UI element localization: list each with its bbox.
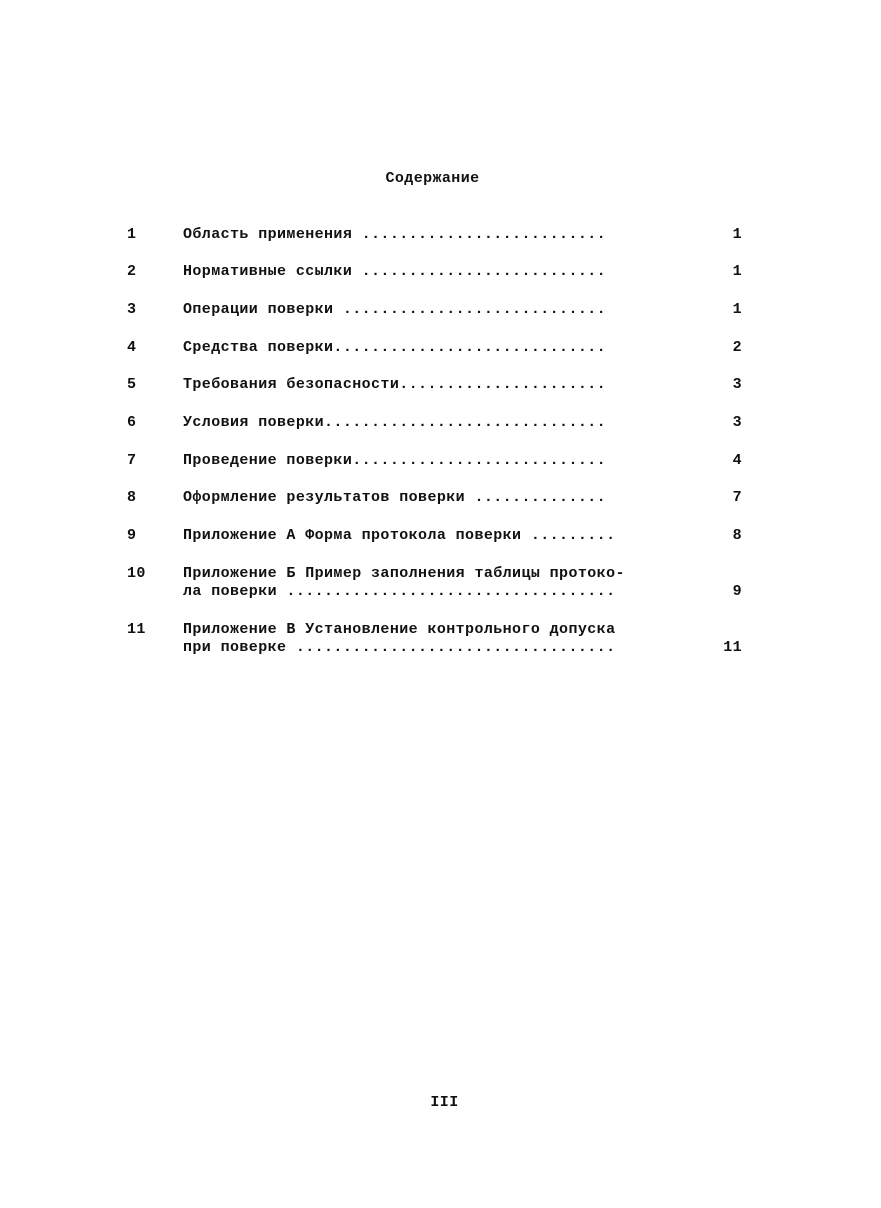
toc-entry-title: Приложение Б Пример заполнения таблицы протоко- ла поверки ................................... [183,565,625,600]
toc-entry-page: 1 [732,226,742,243]
toc-entry-page: 1 [732,301,742,318]
toc-entry-number: 3 [127,301,137,318]
toc-entry-page: 8 [732,527,742,544]
toc-entry-title: Оформление результатов поверки .............. [183,489,607,506]
toc-entry-title: Средства поверки............................. [183,339,607,356]
page-number: III [430,1094,459,1111]
toc-entry-number: 9 [127,527,137,544]
toc-entry-page: 1 [732,263,742,280]
toc-entry-number: 5 [127,376,137,393]
toc-entry-title: Операции поверки ............................ [183,301,607,318]
toc-entry-page: 3 [732,414,742,431]
toc-entry-number: 10 [127,565,146,582]
toc-title: Содержание [385,170,480,187]
toc-entry-title: Требования безопасности...................... [183,376,607,393]
toc-entry-number: 4 [127,339,137,356]
toc-entry-title: Условия поверки.............................. [183,414,607,431]
toc-entry-number: 1 [127,226,137,243]
toc-entry-title: Приложение В Установление контрольного допуска при поверке .................................. [183,621,616,656]
toc-entry-title: Проведение поверки........................... [183,452,607,469]
toc-entry-page: 7 [732,489,742,506]
toc-entry-page: 9 [732,583,742,600]
toc-entry-title: Нормативные ссылки .......................... [183,263,607,280]
toc-entry-page: 2 [732,339,742,356]
toc-entry-number: 2 [127,263,137,280]
toc-entry-page: 11 [723,639,742,656]
toc-entry-number: 8 [127,489,137,506]
toc-entry-number: 6 [127,414,137,431]
toc-entry-page: 4 [732,452,742,469]
toc-entry-number: 11 [127,621,146,638]
toc-entry-title: Приложение А Форма протокола поверки ......... [183,527,616,544]
toc-entry-number: 7 [127,452,137,469]
toc-entry-title: Область применения .......................... [183,226,607,243]
toc-entry-page: 3 [732,376,742,393]
